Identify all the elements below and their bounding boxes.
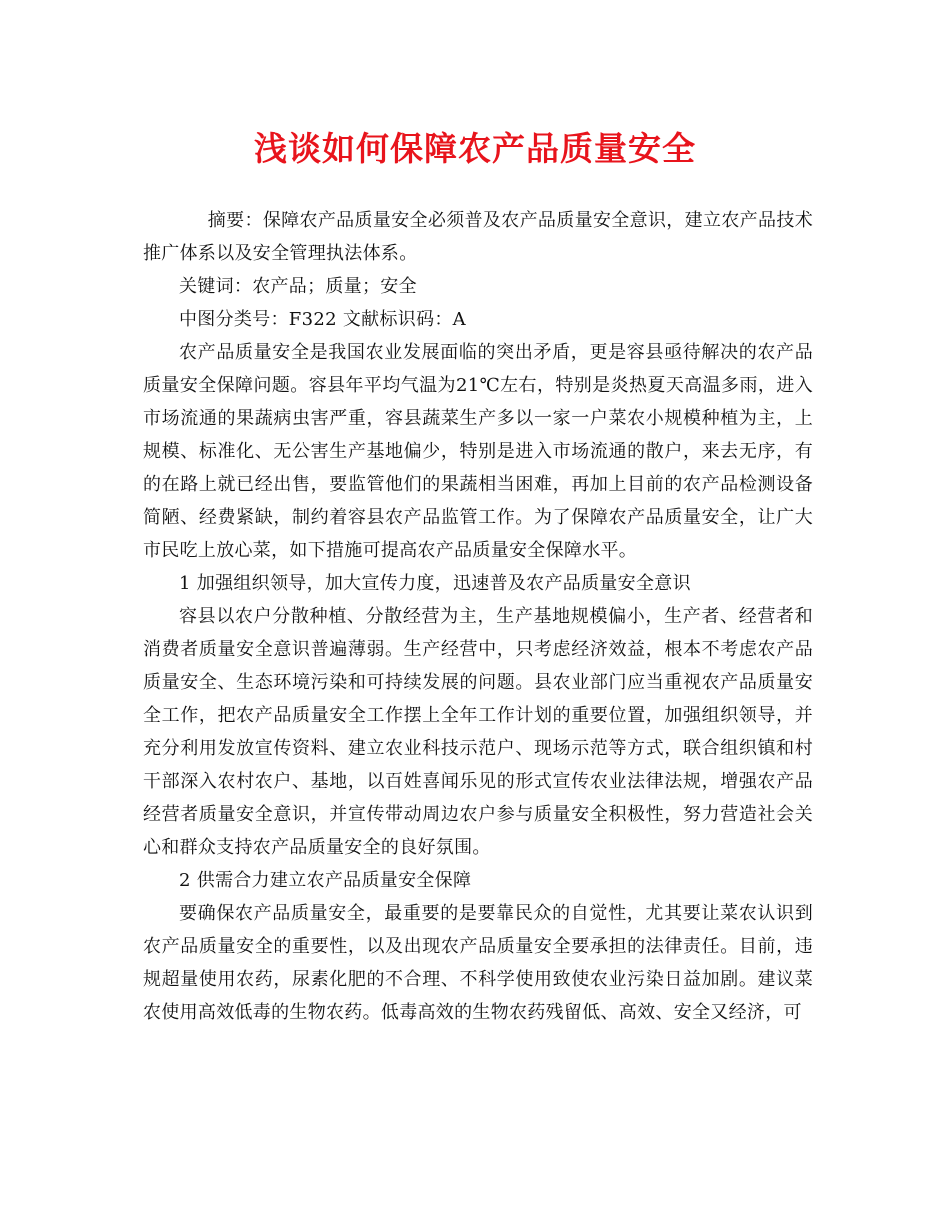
section-heading-1: 1 加强组织领导，加大宣传力度，迅速普及农产品质量安全意识: [179, 573, 691, 594]
classification-line: 中图分类号：F322 文献标识码：A: [179, 309, 466, 330]
section-1-paragraph: 容县以农户分散种植、分散经营为主，生产基地规模偏小，生产者、经营者和消费者质量安全意识普遍薄弱。生产经营中，只考虑经济效益，根本不考虑农产品质量安全、生态环境污染和可持续发展的问题。县农业部门应当重视农产品质量安全工作，把农产品质量安全工作摆上全年工作计划的重要位置，加强组织领导，并充分利用发放宣传资料、建立农业科技示范户、现场示范等方式，联合组织镇和村干部深入农村农户、基地，以百姓喜闻乐见的形式宣传农业法律法规，增强农产品经营者质量安全意识，并宣传带动周边农户参与质量安全积极性，努力营造社会关心和群众支持农产品质量安全的良好氛围。: [143, 606, 813, 858]
section-2-paragraph: 要确保农产品质量安全，最重要的是要靠民众的自觉性，尤其要让菜农认识到农产品质量安全的重要性，以及出现农产品质量安全要承担的法律责任。目前，违规超量使用农药，尿素化肥的不合理、不科学使用致使农业污染日益加剧。建议菜农使用高效低毒的生物农药。低毒高效的生物农药残留低、高效、安全又经济，可: [143, 903, 813, 1023]
abstract-paragraph: 摘要：保障农产品质量安全必须普及农产品质量安全意识，建立农产品技术推广体系以及安全管理执法体系。: [143, 210, 813, 264]
document-body: [143, 204, 813, 1029]
section-heading-2: 2 供需合力建立农产品质量安全保障: [179, 870, 472, 891]
intro-paragraph: 农产品质量安全是我国农业发展面临的突出矛盾，更是容县亟待解决的农产品质量安全保障问题。容县年平均气温为21℃左右，特别是炎热夏天高温多雨，进入市场流通的果蔬病虫害严重，容县蔬菜生产多以一家一户菜农小规模种植为主，上规模、标准化、无公害生产基地偏少，特别是进入市场流通的散户，来去无序，有的在路上就已经出售，要监管他们的果蔬相当困难，再加上目前的农产品检测设备简陋、经费紧缺，制约着容县农产品监管工作。为了保障农产品质量安全，让广大市民吃上放心菜，如下措施可提高农产品质量安全保障水平。: [143, 342, 813, 561]
document-title: 浅谈如何保障农产品质量安全: [254, 129, 696, 168]
keywords-line: 关键词：农产品；质量；安全: [179, 276, 417, 297]
